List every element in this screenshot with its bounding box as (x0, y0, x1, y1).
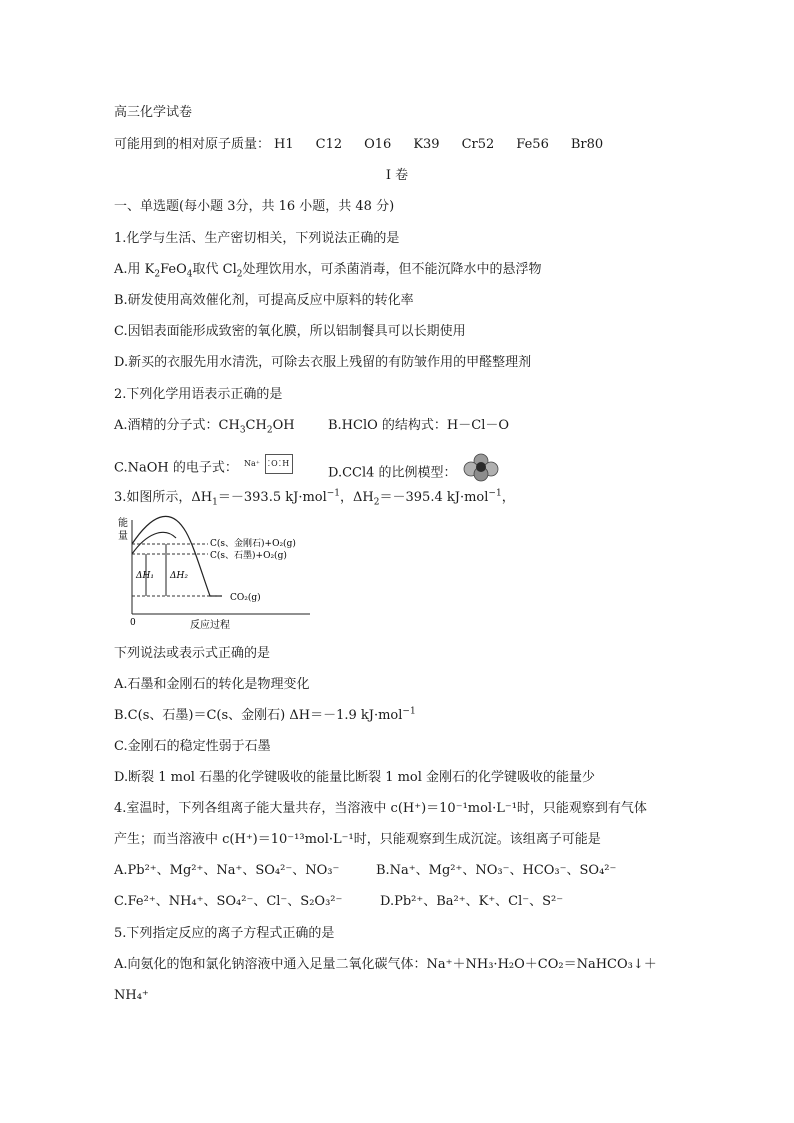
q4-stem-line1: 4.室温时，下列各组离子能大量共存，当溶液中 c(H⁺)＝10⁻¹mol·L⁻¹时，只能观察到有气体 (114, 801, 647, 816)
q5-option-a-line2: NH₄⁺ (114, 988, 149, 1003)
volume-heading: I 卷 (385, 168, 409, 183)
mass-item: C12 (315, 137, 343, 152)
q3-stem: 3.如图所示，$\Delta H_1=-393.5$ kJ·mol$^{-1}$，$\Delta H_2=-395.4$ kJ·mol$^{-1}$， (114, 488, 515, 508)
section-heading: 一、单选题(每小题 3分，共 16 小题，共 48 分) (114, 199, 395, 214)
mass-item: H1 (274, 137, 294, 152)
q1-option-d: D.新买的衣服先用水清洗，可除去衣服上残留的有防皱作用的甲醛整理剂 (114, 355, 532, 370)
q4-option-a: A.Pb²⁺、Mg²⁺、Na⁺、SO₄²⁻、NO₃⁻ (114, 863, 340, 878)
q3-option-d: D.断裂 1 mol 石墨的化学键吸收的能量比断裂 1 mol 金刚石的化学键吸收的能量少 (114, 770, 596, 785)
y-axis-label-2: 量 (118, 531, 128, 542)
q1-stem: 1.化学与生活、生产密切相关，下列说法正确的是 (114, 231, 400, 246)
q2-stem: 2.下列化学用语表示正确的是 (114, 387, 283, 402)
atomic-masses-label: 可能用到的相对原子质量： (114, 137, 271, 152)
ccl4-space-filling-model-icon (461, 452, 501, 482)
x-axis-label: 反应过程 (190, 620, 230, 631)
naoh-electron-formula: Na⁺ ⁚O⁚H (244, 454, 293, 474)
q4-option-c: C.Fe²⁺、NH₄⁺、SO₄²⁻、Cl⁻、S₂O₃²⁻ (114, 894, 343, 909)
mass-item: O16 (364, 137, 392, 152)
q1-option-c: C.因铝表面能形成致密的氧化膜，所以铝制餐具可以长期使用 (114, 324, 466, 339)
mass-item: Br80 (570, 137, 604, 152)
q2-option-b: B.HClO 的结构式：H－Cl－O (328, 418, 510, 433)
dh1-label: ΔH₁ (136, 571, 154, 581)
energy-level-diagram (110, 512, 330, 632)
co2-label: CO₂(g) (230, 593, 261, 603)
q2-option-c: C.NaOH 的电子式： Na⁺ ⁚O⁚H (114, 458, 293, 478)
q5-option-a-line1: A.向氨化的饱和氯化钠溶液中通入足量二氧化碳气体：Na⁺＋NH₃·H₂O＋CO₂＝NaHCO₃↓＋ (114, 957, 657, 972)
diamond-label: C(s、金刚石)+O₂(g) (210, 539, 296, 549)
mass-item: Cr52 (461, 137, 495, 152)
q3-option-c: C.金刚石的稳定性弱于石墨 (114, 739, 271, 754)
q1-option-a: A.用 $K_2FeO_4$取代 $Cl_2$处理饮用水，可杀菌消毒，但不能沉降水中的悬浮物 (114, 262, 542, 280)
dh2-label: ΔH₂ (170, 571, 188, 581)
graphite-label: C(s、石墨)+O₂(g) (210, 551, 287, 561)
paper-title: 高三化学试卷 (114, 105, 193, 120)
origin-label: 0 (130, 618, 136, 628)
mass-item: K39 (413, 137, 440, 152)
q3-option-b: B.C(s、石墨)＝C(s、金刚石) ΔH＝－1.9 kJ·mol$^{-1}$ (114, 706, 416, 723)
q1-option-b: B.研发使用高效催化剂，可提高反应中原料的转化率 (114, 293, 414, 308)
q3-option-a: A.石墨和金刚石的转化是物理变化 (114, 677, 310, 692)
atomic-masses-line (114, 136, 625, 154)
q2-option-d: D.CCl4 的比例模型： (328, 458, 501, 488)
q4-option-d: D.Pb²⁺、Ba²⁺、K⁺、Cl⁻、S²⁻ (380, 894, 564, 909)
q4-stem-line2: 产生；而当溶液中 c(H⁺)＝10⁻¹³mol·L⁻¹时，只能观察到生成沉淀。该组离子可能是 (114, 832, 601, 847)
mass-item: Fe56 (516, 137, 549, 152)
q5-stem: 5.下列指定反应的离子方程式正确的是 (114, 926, 335, 941)
q4-option-b: B.Na⁺、Mg²⁺、NO₃⁻、HCO₃⁻、SO₄²⁻ (376, 863, 617, 878)
y-axis-label-1: 能 (118, 518, 128, 529)
q3-prompt: 下列说法或表示式正确的是 (114, 646, 271, 661)
q2-option-a: A.酒精的分子式：$CH_3CH_2OH$ (114, 418, 295, 436)
